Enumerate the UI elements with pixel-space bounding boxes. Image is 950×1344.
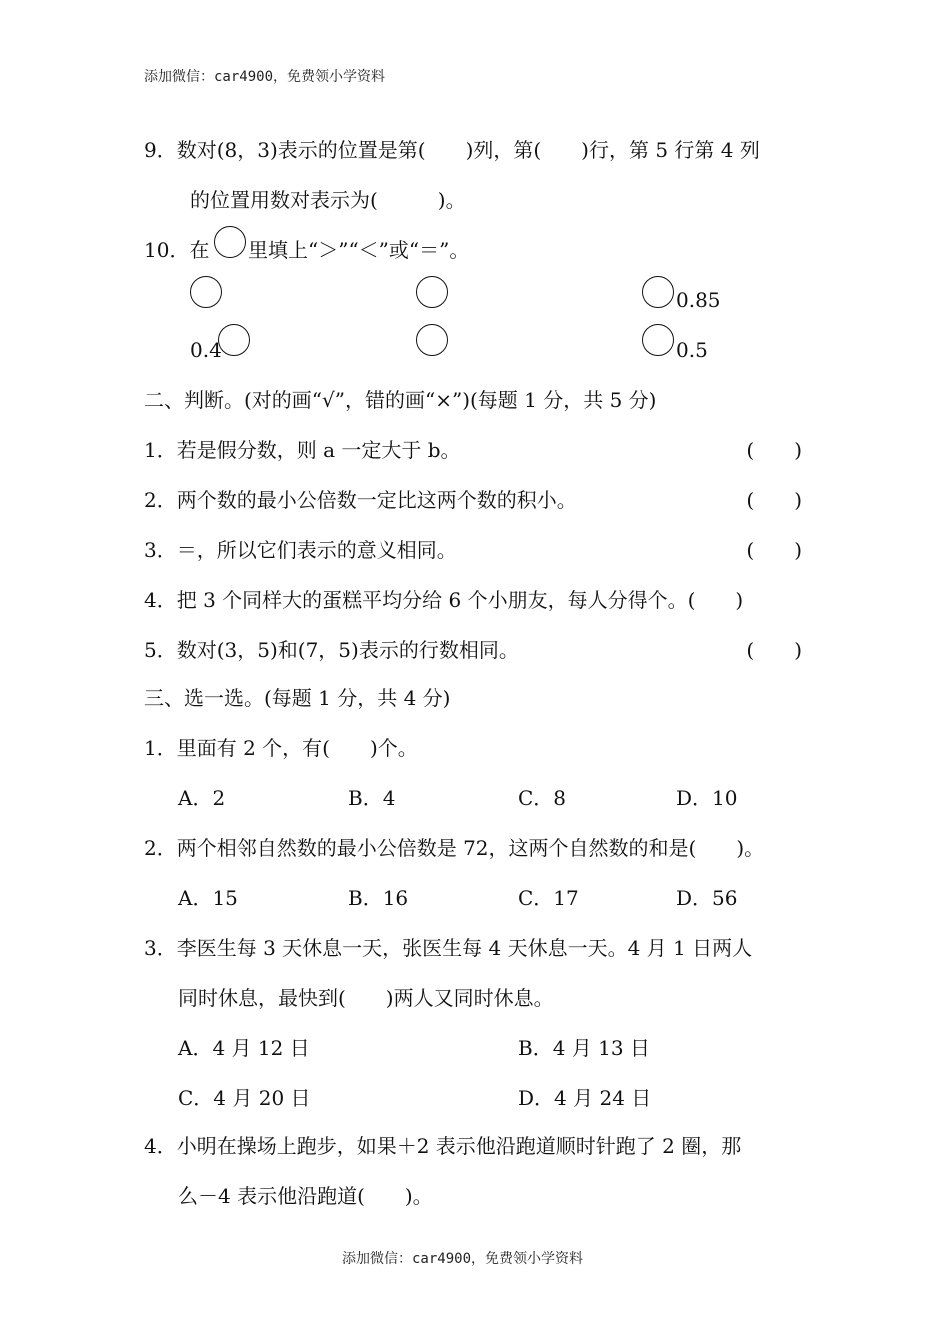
- choice-q1: 1．里面有 2 个，有( )个。: [144, 736, 418, 760]
- judge-answer-2[interactable]: ( ): [746, 488, 802, 512]
- choice-q2-option-c[interactable]: C．17: [518, 886, 579, 910]
- answer-circle-5[interactable]: [416, 324, 448, 356]
- answer-circle-6[interactable]: [642, 324, 674, 356]
- section2-title: 二、判断。(对的画“√”，错的画“×”)(每题 1 分，共 5 分): [144, 388, 657, 412]
- q10-instruction: 里填上“＞”“＜”或“＝”。: [248, 238, 470, 262]
- q10-value-0-85: 0.85: [676, 288, 721, 312]
- choice-q2-option-b[interactable]: B．16: [348, 886, 409, 910]
- judge-item-2: 2．两个数的最小公倍数一定比这两个数的积小。: [144, 488, 577, 512]
- choice-q1-option-d[interactable]: D．10: [676, 786, 738, 810]
- choice-q2: 2．两个相邻自然数的最小公倍数是 72，这两个自然数的和是( )。: [144, 836, 765, 860]
- choice-q3-option-a[interactable]: A．4 月 12 日: [178, 1036, 310, 1060]
- section3-title: 三、选一选。(每题 1 分，共 4 分): [144, 686, 451, 710]
- choice-q1-option-b[interactable]: B．4: [348, 786, 396, 810]
- answer-circle-4[interactable]: [218, 324, 250, 356]
- q9-line1: 9．数对(8，3)表示的位置是第( )列，第( )行，第 5 行第 4 列: [144, 138, 760, 162]
- judge-answer-1[interactable]: ( ): [746, 438, 802, 462]
- q10-value-0-4: 0.4: [190, 338, 222, 362]
- header-watermark: 添加微信：car4900，免费领小学资料: [144, 69, 386, 85]
- answer-circle-3[interactable]: [642, 276, 674, 308]
- choice-q4-line2: 么－4 表示他沿跑道( )。: [178, 1184, 433, 1208]
- judge-item-4: 4．把 3 个同样大的蛋糕平均分给 6 个小朋友，每人分得个。( ): [144, 588, 744, 612]
- judge-item-1: 1．若是假分数，则 a 一定大于 b。: [144, 438, 461, 462]
- choice-q3-option-d[interactable]: D．4 月 24 日: [518, 1086, 652, 1110]
- choice-q2-option-a[interactable]: A．15: [178, 886, 238, 910]
- footer-watermark: 添加微信：car4900，免费领小学资料: [342, 1251, 584, 1267]
- judge-answer-5[interactable]: ( ): [746, 638, 802, 662]
- choice-q1-option-a[interactable]: A．2: [178, 786, 226, 810]
- q10-value-0-5: 0.5: [676, 338, 708, 362]
- answer-circle-example: [214, 226, 246, 258]
- choice-q3-line1: 3．李医生每 3 天休息一天，张医生每 4 天休息一天。4 月 1 日两人: [144, 936, 753, 960]
- choice-q2-option-d[interactable]: D．56: [676, 886, 738, 910]
- answer-circle-2[interactable]: [416, 276, 448, 308]
- judge-answer-3[interactable]: ( ): [746, 538, 802, 562]
- choice-q1-option-c[interactable]: C．8: [518, 786, 567, 810]
- q9-line2: 的位置用数对表示为( )。: [190, 188, 466, 212]
- judge-item-5: 5．数对(3，5)和(7，5)表示的行数相同。: [144, 638, 519, 662]
- q10-prefix: 10．在: [144, 238, 210, 262]
- choice-q3-option-b[interactable]: B．4 月 13 日: [518, 1036, 650, 1060]
- choice-q4-line1: 4．小明在操场上跑步，如果＋2 表示他沿跑道顺时针跑了 2 圈，那: [144, 1134, 742, 1158]
- choice-q3-line2: 同时休息，最快到( )两人又同时休息。: [178, 986, 554, 1010]
- judge-item-3: 3．＝，所以它们表示的意义相同。: [144, 538, 457, 562]
- answer-circle-1[interactable]: [190, 276, 222, 308]
- choice-q3-option-c[interactable]: C．4 月 20 日: [178, 1086, 311, 1110]
